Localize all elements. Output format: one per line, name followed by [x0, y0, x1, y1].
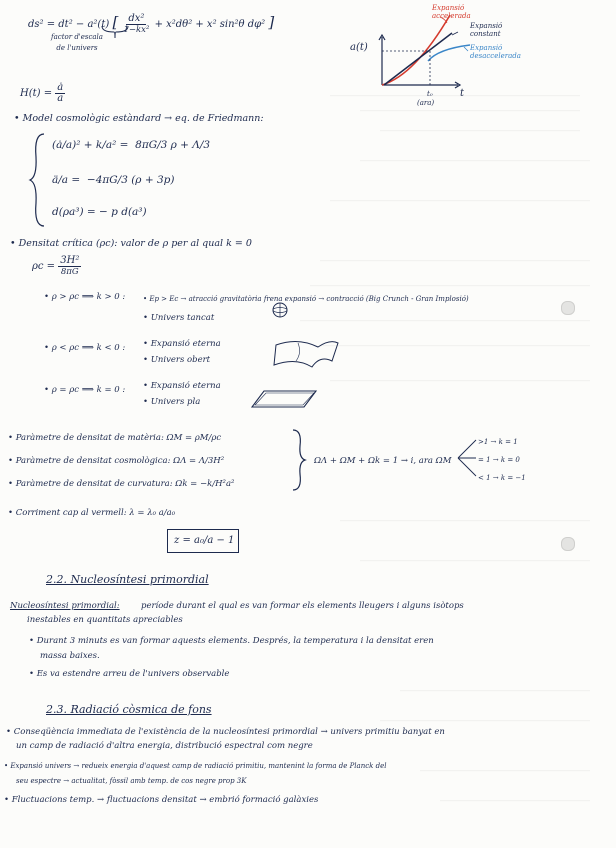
param-curv: • Paràmetre de densitat de curvatura: Ωk = −k/H²a² — [8, 479, 235, 489]
param-matter: • Paràmetre de densitat de matèria: ΩM = ρM/ρc — [8, 433, 222, 443]
section-title-nucleosintesi: 2.2. Nucleosíntesi primordial — [46, 573, 209, 586]
case-closed-line1: • Ep > Ec → atracció gravitatòria frena expansió → contracció (Big Crunch - Gran Implosió) — [143, 295, 469, 303]
friedmann-eq2 — [52, 175, 174, 186]
outcome-lt: < 1 → k = −1 — [478, 474, 526, 482]
hubble-den: a — [57, 93, 64, 104]
branch-arrows-icon — [456, 436, 478, 480]
case-closed-line2: • Univers tancat — [143, 313, 215, 323]
radiacio-line-5: • Fluctuacions temp. → fluctuacions densitat → embrió formació galàxies — [4, 795, 319, 805]
friedmann-eq1 — [52, 140, 210, 151]
graph-ylabel: a(t) — [350, 42, 368, 53]
legend-red: Expansió accelerada — [432, 4, 471, 20]
critical-formula-lhs: ρc = — [32, 261, 56, 272]
outcome-eq: = 1 → k = 0 — [478, 456, 520, 464]
radiacio-line-2: un camp de radiació d'altra energia, distribució espectral com negre — [16, 741, 313, 751]
param-sum: ΩΛ + ΩM + Ωk = 1 → i, ara ΩM — [314, 456, 452, 466]
radiacio-line-4: seu espectre → actualitat, fòssil amb temp. de cos negre prop 3K — [16, 777, 247, 785]
friedmann-title: • Model cosmològic estàndard → eq. de Friedmann: — [14, 113, 264, 124]
metric-frac-den: 1−kx² — [123, 25, 150, 35]
case-flat-line2: • Univers pla — [143, 397, 201, 407]
graph-tick-symbol: t₀ — [427, 90, 433, 98]
punch-hole — [561, 537, 575, 551]
nucleo-bullet-1a: • Durant 3 minuts es van formar aquests elements. Després, la temperatura i la densitat eren — [29, 636, 434, 646]
critical-title: • Densitat crítica (ρc): valor de ρ per al qual k = 0 — [10, 238, 252, 249]
radiacio-line-1: • Conseqüència immediata de l'existència de la nucleosíntesi primordial → univers primitiu banyat en — [6, 727, 445, 737]
curve-red — [382, 15, 450, 85]
case-open-line2: • Univers obert — [143, 355, 211, 365]
hubble-num: ȧ — [57, 82, 64, 93]
hubble-lhs: H(t) = — [20, 88, 53, 99]
graph-xlabel: t — [460, 88, 465, 99]
metric-rest: + x²dθ² + x² sin²θ dφ² — [154, 19, 266, 30]
friedmann-eq1-rhs: 8πG/3 ρ + Λ/3 — [135, 139, 211, 151]
critical-formula-den: 8πG — [60, 267, 79, 277]
friedmann-eq3: d(ρa³) = − p d(a³) — [52, 206, 147, 218]
nucleo-bullet-1b: massa baixes. — [40, 651, 100, 661]
friedmann-eq1-lhs: (ȧ/a)² + k/a² = — [52, 139, 129, 151]
param-cosmo: • Paràmetre de densitat cosmològica: ΩΛ = Λ/3H² — [8, 456, 225, 466]
nucleo-def-head: Nucleosíntesi primordial: — [10, 601, 120, 611]
sphere-icon — [268, 300, 292, 320]
left-brace-icon — [28, 132, 48, 228]
friedmann-eq2-rhs: −4πG/3 (ρ + 3p) — [86, 174, 175, 186]
case-flat-line1: • Expansió eterna — [143, 381, 221, 391]
legend-arrow-black — [452, 32, 458, 35]
saddle-icon — [268, 335, 348, 375]
redshift-line: • Corriment cap al vermell: λ = λ₀ a/a₀ — [8, 508, 176, 518]
redshift-boxed: z = a₀/a − 1 — [174, 535, 235, 546]
outcome-gt: >1 → k = 1 — [478, 438, 518, 446]
case-open-cond: • ρ < ρc ⟹ k < 0 : — [44, 343, 126, 353]
metric-equation: ds² = dt² − a²(t) [ $\frac{\text{dx²}}{\text{1−kx²}}$ + x²dθ² + x² sin²θ dφ² ] — [28, 13, 275, 35]
graph-tick-label: (ara) — [417, 99, 435, 107]
punch-hole — [561, 301, 575, 315]
radiacio-line-3: • Expansió univers → redueix energia d'aquest camp de radiació primitiu, mantenint la forma de Planck del — [4, 762, 387, 770]
metric-annotation: factor d'escala de l'univers — [51, 33, 103, 52]
case-closed-cond: • ρ > ρc ⟹ k > 0 : — [44, 292, 126, 302]
hubble-equation — [20, 83, 65, 104]
right-brace-icon — [290, 428, 308, 492]
metric-frac-num: dx² — [128, 13, 145, 24]
metric-lhs: ds² = dt² − a²(t) — [28, 19, 110, 30]
legend-black: Expansió constant — [470, 22, 503, 38]
section-title-radiacio: 2.3. Radiació còsmica de fons — [46, 703, 212, 716]
friedmann-eq2-lhs: ä/a = — [52, 174, 81, 186]
curve-black — [384, 33, 452, 85]
case-flat-cond: • ρ = ρc ⟹ k = 0 : — [44, 385, 126, 395]
legend-blue: Expansió desaccelerada — [470, 44, 521, 60]
case-open-line1: • Expansió eterna — [143, 339, 221, 349]
flat-plane-icon — [250, 388, 320, 410]
nucleo-def-body2: inestables en quantitats apreciables — [27, 615, 183, 625]
critical-formula-num: 3H² — [60, 255, 80, 266]
legend-arrow-blue — [464, 47, 468, 51]
nucleo-bullet-2: • Es va estendre arreu de l'univers observable — [29, 669, 230, 679]
critical-formula — [32, 256, 81, 277]
nucleo-def-body1: període durant el qual es van formar els elements lleugers i alguns isòtops — [141, 601, 464, 611]
